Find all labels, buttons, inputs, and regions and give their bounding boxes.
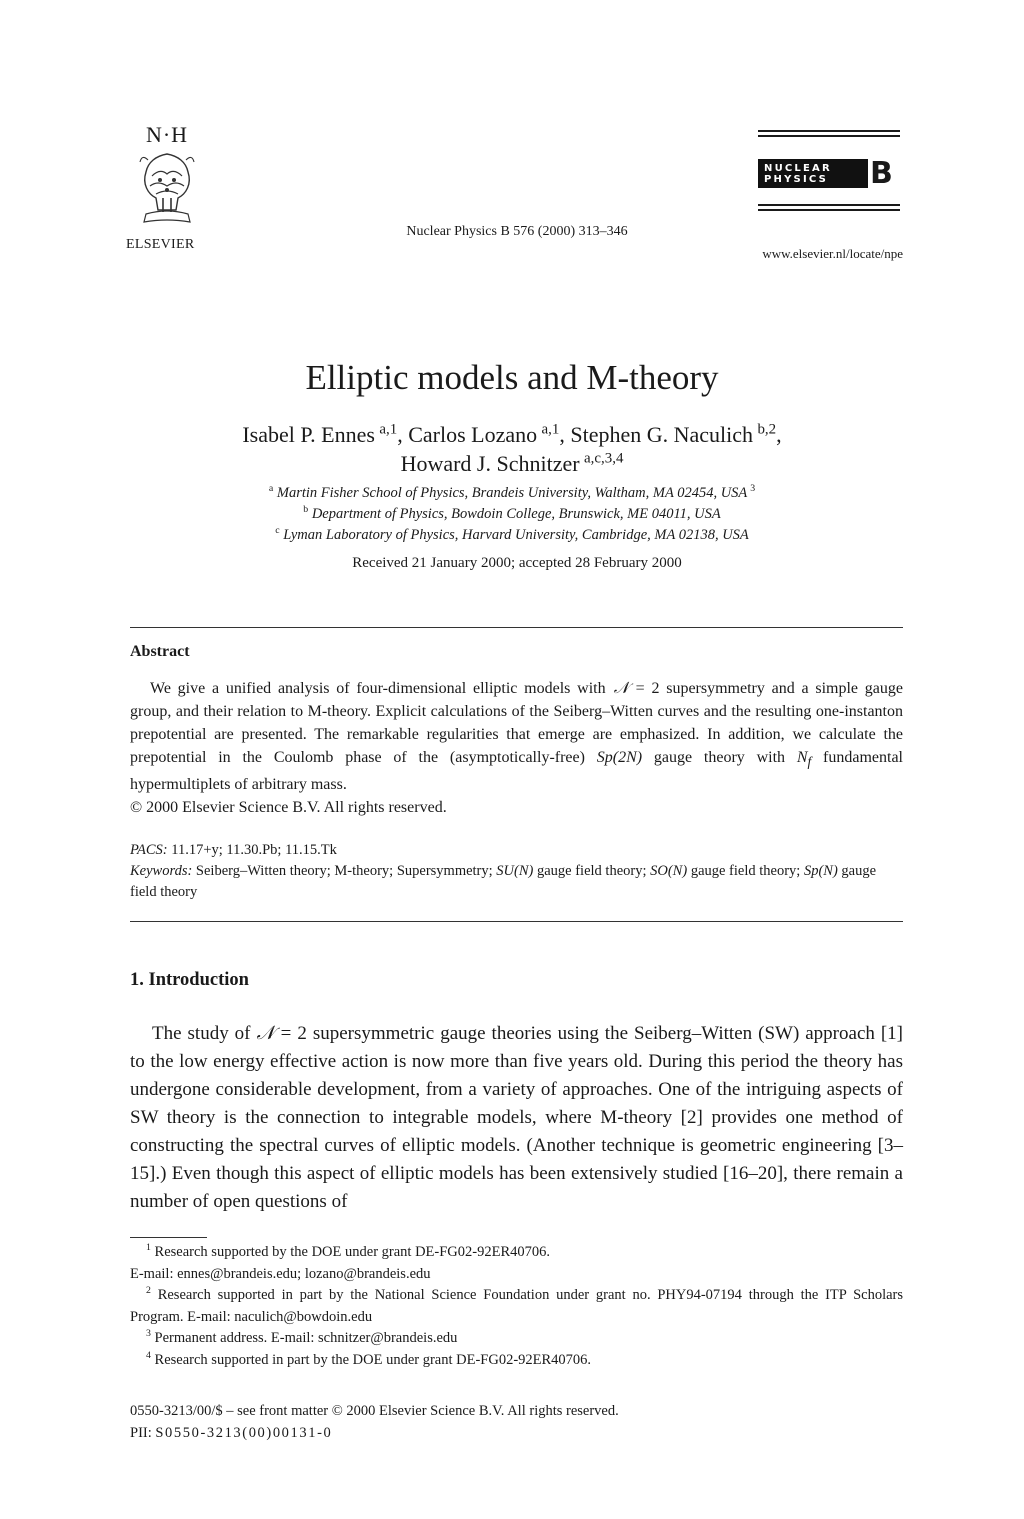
pii-line [130,1422,619,1444]
author-name: Stephen G. Naculich [570,422,754,447]
footnote [130,1328,903,1350]
affiliation [0,483,1024,504]
affiliation-text: Martin Fisher School of Physics, Brandeis University, Waltham, MA 02454, USA [276,485,748,501]
journal-logo-words [758,159,868,188]
math-sp2n: Sp(2N) [596,749,643,766]
front-matter-line: 0550-3213/00/$ – see front matter © 2000 Elsevier Science B.V. All rights reserved. [130,1403,619,1419]
abstract-heading: Abstract [130,643,190,660]
affiliation-marker: b [303,504,309,516]
pii-label: PII: [130,1425,156,1441]
math-calligraphic-n: 𝒩 [613,680,629,697]
journal-logo-line1: NUCLEAR [764,163,832,174]
abstract-copyright: © 2000 Elsevier Science B.V. All rights reserved. [130,799,447,817]
abstract-bottom-rule [130,921,903,922]
logo-rule [758,130,900,132]
intro-segment: The study of [152,1023,257,1044]
journal-logo-letter: B [870,155,893,191]
author-line-1: Isabel P. Ennes $^{a,1}$, Carlos Lozano $^{a,1}$, Stephen G. Naculich $^{b,2}$, [242,421,782,447]
footnote [130,1350,903,1372]
logo-rule [758,135,900,137]
keyword-segment: gauge field theory [130,863,877,900]
math-equals-two: = 2 [274,1023,307,1044]
journal-logo [758,130,900,214]
affiliation-marker: c [275,525,280,537]
math-nf-subscript: f [807,754,812,770]
affiliation-text: Lyman Laboratory of Physics, Harvard University, Cambridge, MA 02138, USA [283,527,749,543]
footnote-number: 2 [146,1285,151,1297]
journal-logo-line2: PHYSICS [764,174,828,185]
footnote-number: 1 [146,1242,151,1254]
front-matter [130,1400,619,1444]
abstract-segment: fundamental hypermultiplets of arbitrary mass. [130,749,903,794]
abstract-top-rule [130,627,903,628]
pii-value: S0550-3213(00)00131-0 [155,1425,333,1441]
affiliation-marker: a [268,483,274,495]
footnote-number: 3 [146,1328,151,1340]
publisher-name: ELSEVIER [126,237,195,252]
keyword-math: SO(N) [650,863,688,879]
author-list [0,420,1024,478]
affiliation-list [0,483,1024,546]
keyword-segment: Seiberg–Witten theory; M-theory; Supersymmetry; [195,863,497,879]
affiliation-text: Department of Physics, Bowdoin College, Brunswick, ME 04011, USA [311,506,721,522]
journal-url[interactable]: www.elsevier.nl/locate/npe [762,246,903,261]
journal-logo-mark [758,155,900,191]
logo-rule [758,209,900,211]
pacs-line [130,842,337,859]
author-marker: a,1 [379,421,398,438]
author-line-2 [0,449,1024,478]
received-accepted-dates: Received 21 January 2000; accepted 28 February 2000 [352,555,682,571]
author-name: Carlos Lozano [408,422,538,447]
section-heading: 1. Introduction [130,970,249,990]
math-nf-base: N [796,749,808,766]
keywords-label: Keywords: [130,863,193,879]
footnote [130,1242,903,1264]
author-name: Isabel P. Ennes [242,422,375,447]
footnote [130,1264,903,1286]
author-name: Howard J. Schnitzer [400,451,580,476]
abstract-segment: supersymmetry and a simple gauge group, and their relation to M-theory. Explicit calculations of the Seiberg–Witten curves and the resulting one-instanton prepotential are presented. The remarkable regularities that emerge are emphasized. In addition, we calculate the prepotential in the Coulomb phase of the (asymptotically-free) [130,680,903,766]
keyword-math: SU(N) [496,863,534,879]
abstract-segment: We give a unified analysis of four-dimensional elliptic models with [150,680,606,697]
intro-segment: supersymmetric gauge theories using the Seiberg–Witten (SW) approach [1] to the low energy effective action is now more than five years old. During this period the theory has undergone considerable development, from a variety of approaches. One of the intriguing aspects of SW theory is the connection to integrable models, where M-theory [2] provides one method of constructing the spectral curves of elliptic models. (Another technique is geometric engineering [3–15].) Even though this aspect of elliptic models has been extensively studied [16–20], there remain a number of open questions of [130,1023,904,1212]
keyword-segment: gauge field theory; [533,863,651,879]
math-calligraphic-n: 𝒩 [256,1023,275,1044]
keywords-line [130,861,890,903]
intro-paragraph [130,1020,903,1216]
footnote-number: 4 [146,1349,151,1361]
footnote-text: Research supported in part by the DOE under grant DE-FG02-92ER40706. [154,1351,592,1368]
keyword-segment: gauge field theory; [687,863,804,879]
footnote-text: Research supported in part by the National Science Foundation under grant no. PHY94-07194 through the ITP Scholars Program. E-mail: naculich@bowdoin.edu [130,1287,904,1325]
pacs-value: 11.17+y; 11.30.Pb; 11.15.Tk [171,842,337,858]
footnote-text: E-mail: ennes@brandeis.edu; lozano@brandeis.edu [130,1265,431,1282]
abstract-segment: gauge theory with [642,749,797,766]
abstract-text [130,677,903,819]
author-marker: a,1 [541,421,560,438]
author-marker: a,c,3,4 [583,450,624,467]
footnote-list [130,1242,903,1371]
affiliation-note: 3 [750,483,756,495]
author-marker: b,2 [757,421,777,438]
keyword-math: Sp(N) [803,863,838,879]
pacs-label: PACS: [130,842,168,858]
footnote [130,1285,903,1328]
math-equals-two: = 2 [628,680,660,697]
publisher-mark: N·H [145,122,189,147]
affiliation [0,525,1024,546]
affiliation [0,504,1024,525]
footnote-text: Permanent address. E-mail: schnitzer@brandeis.edu [154,1330,458,1346]
math-nf [796,749,812,770]
journal-citation: Nuclear Physics B 576 (2000) 313–346 [406,224,628,239]
logo-rule [758,204,900,206]
footnote-rule [130,1237,207,1238]
elsevier-tree-icon [136,148,198,230]
footnote-text: Research supported by the DOE under grant DE-FG02-92ER40706. [154,1244,550,1260]
paper-title: Elliptic models and M-theory [305,358,719,397]
